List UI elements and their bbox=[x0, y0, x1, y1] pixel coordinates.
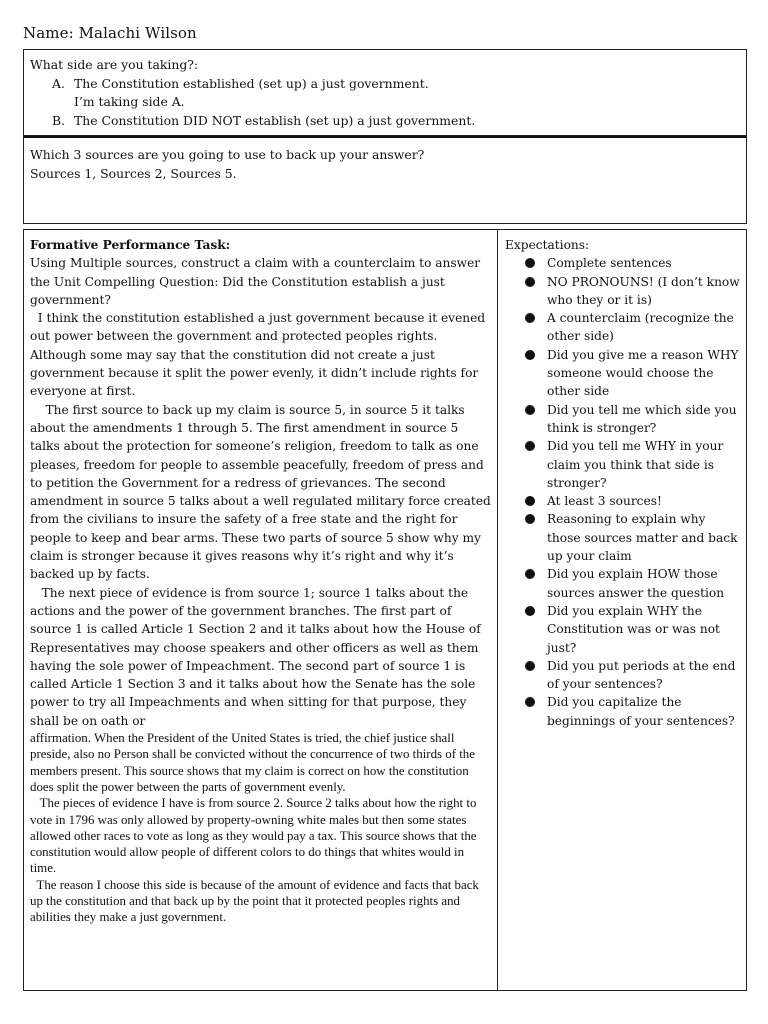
performance-task-table bbox=[23, 229, 747, 991]
bullet-icon bbox=[525, 441, 535, 451]
list-item bbox=[505, 401, 740, 438]
bullet-icon bbox=[525, 258, 535, 268]
expectation-text: Did you explain HOW those sources answer the question bbox=[547, 567, 725, 600]
list-item bbox=[505, 602, 740, 657]
list-item bbox=[505, 693, 740, 730]
expectations-cell bbox=[498, 230, 746, 990]
side-answer: I’m taking side A. bbox=[74, 94, 185, 109]
student-name: Name: Malachi Wilson bbox=[23, 24, 197, 42]
bullet-icon bbox=[525, 496, 535, 506]
list-item bbox=[505, 510, 740, 565]
bullet-icon bbox=[525, 606, 535, 616]
expectation-text: Did you capitalize the beginnings of your sentences? bbox=[547, 695, 735, 728]
list-item bbox=[505, 492, 740, 510]
list-item bbox=[505, 273, 740, 310]
bullet-icon bbox=[525, 697, 535, 707]
option-a-letter: A. bbox=[52, 75, 65, 91]
side-question: What side are you taking?: bbox=[30, 57, 199, 72]
expectations-list bbox=[505, 254, 740, 730]
list-item bbox=[505, 309, 740, 346]
response-paragraph-1: I think the constitution established a just government because it evened out power between the government and protected peoples rights. Although some may say that the constitution did not create a just government because it split the power evenly, it didn’t include rights for everyone at first. bbox=[30, 311, 490, 399]
bullet-icon bbox=[525, 350, 535, 360]
expectation-text: Did you tell me which side you think is stronger? bbox=[547, 402, 737, 435]
expectation-text: Did you explain WHY the Constitution was or was not just? bbox=[547, 603, 720, 655]
expectation-text: Did you put periods at the end of your sentences? bbox=[547, 658, 736, 692]
sources-answer: Sources 1, Sources 2, Sources 5. bbox=[30, 165, 237, 181]
list-item bbox=[505, 565, 740, 602]
response-paragraph-3-continued: affirmation. When the President of the United States is tried, the chief justice shall preside, also no Person shall be convicted without the concurrence of two thirds of the members present. This source shows that my claim is correct on how the constitution does split the power between the parts of government evenly. bbox=[30, 731, 479, 794]
option-a-text: The Constitution established (set up) a just government. bbox=[74, 75, 429, 91]
expectations-title: Expectations: bbox=[505, 238, 590, 252]
bullet-icon bbox=[525, 277, 535, 287]
bullet-icon bbox=[525, 313, 535, 323]
task-title: Formative Performance Task: bbox=[30, 238, 231, 252]
bullet-icon bbox=[525, 569, 535, 579]
option-b-letter: B. bbox=[52, 112, 66, 128]
task-prompt: Using Multiple sources, construct a claim with a counterclaim to answer the Unit Compelling Question: Did the Constitution establish a just government? bbox=[30, 256, 481, 307]
expectation-text: Complete sentences bbox=[547, 256, 672, 271]
bullet-icon bbox=[525, 661, 535, 671]
list-item bbox=[505, 437, 740, 492]
response-paragraph-3: The next piece of evidence is from source 1; source 1 talks about the actions and the power of the government branches. The first part of source 1 is called Article 1 Section 2 and it talks about how the House of Representatives may choose speakers and other officers as well as them having the sole power of Impeachment. The second part of source 1 is called Article 1 Section 3 and it talks about how the Senate has the sole power to try all Impeachments and when sitting for that purpose, they shall be on oath or bbox=[30, 585, 485, 728]
list-item bbox=[505, 657, 740, 694]
option-a bbox=[30, 75, 740, 94]
response-paragraph-5: The reason I choose this side is because of the amount of evidence and facts that back up the constitution and that back up by the point that it protected peoples rights and abilities they make a just government. bbox=[30, 877, 483, 925]
option-b bbox=[30, 112, 740, 131]
expectation-text: NO PRONOUNS! (I don’t know who they or it is) bbox=[547, 274, 740, 307]
bullet-icon bbox=[525, 405, 535, 415]
sources-question: Which 3 sources are you going to use to back up your answer? bbox=[30, 147, 425, 162]
response-paragraph-2: The first source to back up my claim is source 5, in source 5 it talks about the amendments 1 through 5. The first amendment in source 5 talks about the protection for someone’s religion, freedom to talk as one pleases, freedom for people to assemble peacefully, freedom of press and to petition the Government for a redress of grievances. The second amendment in source 5 talks about a well regulated military force created from the civilians to insure the safety of a free state and the right for people to keep and bear arms. These two parts of source 5 show why my claim is stronger because it gives reasons why it’s right and why it’s backed up by facts. bbox=[30, 402, 495, 582]
expectation-text: Reasoning to explain why those sources matter and back up your claim bbox=[547, 512, 738, 564]
expectation-text: At least 3 sources! bbox=[547, 494, 662, 509]
expectation-text: Did you give me a reason WHY someone would choose the other side bbox=[547, 347, 739, 399]
expectation-text: A counterclaim (recognize the other side) bbox=[547, 311, 734, 344]
task-response-cell bbox=[24, 230, 498, 990]
list-item bbox=[505, 346, 740, 401]
list-item bbox=[505, 254, 740, 272]
sources-question-box bbox=[23, 136, 747, 224]
bullet-icon bbox=[525, 514, 535, 524]
response-paragraph-4: The pieces of evidence I have is from source 2. Source 2 talks about how the right to vote in 1796 was only allowed by property-owning white males but then some states allowed other races to vote as long as they would pay a tax. This source shows that the constitution would allow people of different colors to do things that whites would in time. bbox=[30, 796, 480, 876]
expectation-text: Did you tell me WHY in your claim you think that side is stronger? bbox=[547, 439, 724, 490]
side-question-box bbox=[23, 49, 747, 136]
option-b-text: The Constitution DID NOT establish (set up) a just government. bbox=[74, 112, 476, 128]
